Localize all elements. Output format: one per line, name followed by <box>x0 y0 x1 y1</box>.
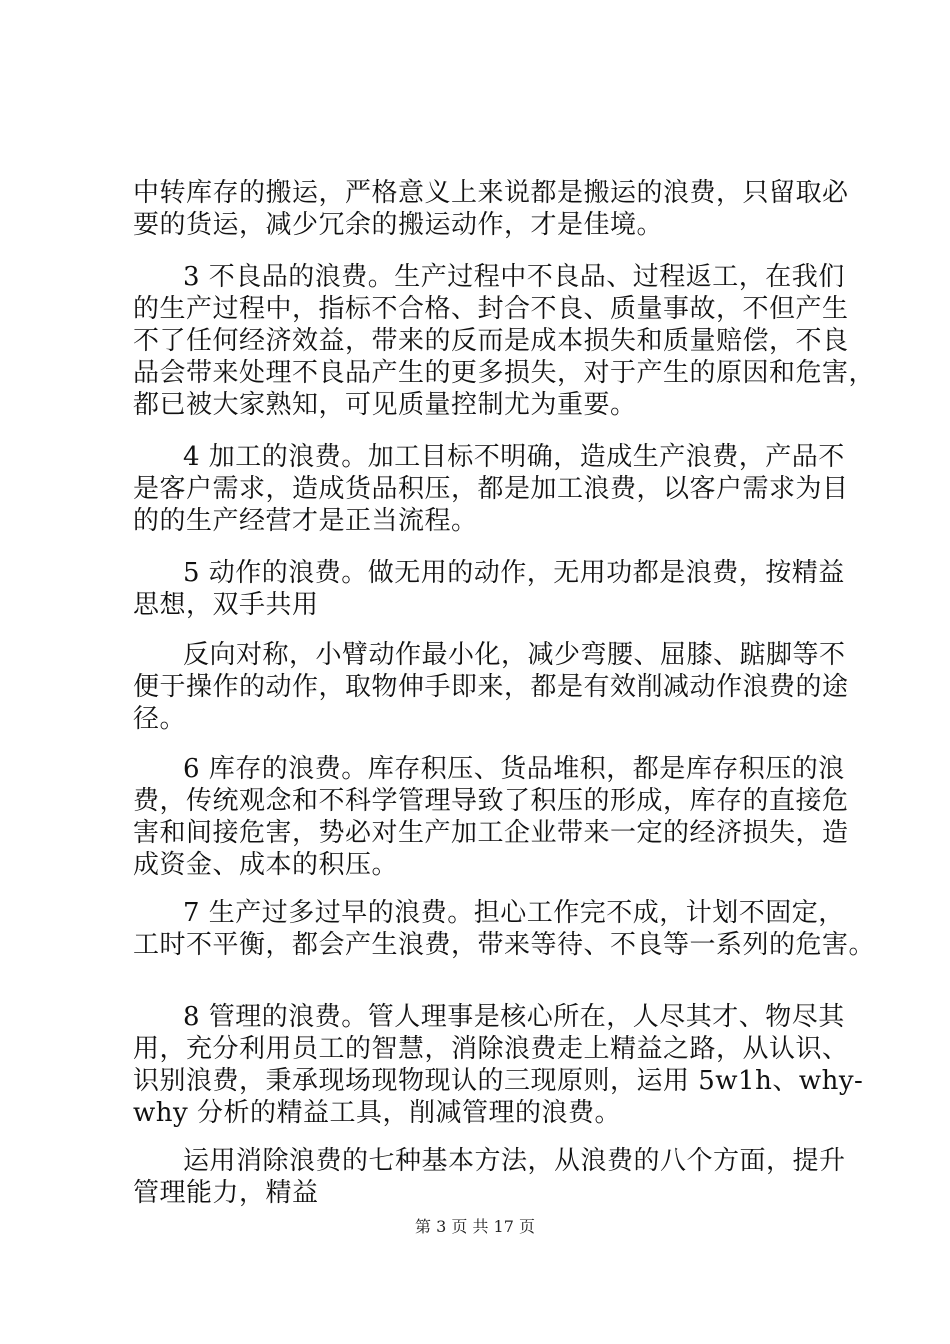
text-line: 是客户需求，造成货品积压，都是加工浪费，以客户需求为目 <box>133 474 849 504</box>
text-line: 识别浪费，秉承现场现物现认的三现原则，运用 5w1h、why- <box>133 1066 864 1096</box>
text-line: 运用消除浪费的七种基本方法，从浪费的八个方面，提升 <box>183 1146 846 1176</box>
text-line: 便于操作的动作，取物伸手即来，都是有效削减动作浪费的途 <box>133 672 849 702</box>
text-line: 都已被大家熟知，可见质量控制尤为重要。 <box>133 390 637 420</box>
text-line: why 分析的精益工具，削减管理的浪费。 <box>133 1098 621 1128</box>
text-line: 的的生产经营才是正当流程。 <box>133 506 478 536</box>
text-line: 费，传统观念和不科学管理导致了积压的形成，库存的直接危 <box>133 786 849 816</box>
text-line: 要的货运，减少冗余的搬运动作，才是佳境。 <box>133 210 664 240</box>
text-line: 径。 <box>133 704 187 734</box>
text-line: 思想，双手共用 <box>133 590 319 620</box>
text-line: 品会带来处理不良品产生的更多损失，对于产生的原因和危害， <box>133 358 876 388</box>
text-line: 6 库存的浪费。库存积压、货品堆积，都是库存积压的浪 <box>183 754 845 784</box>
text-line: 成资金、成本的积压。 <box>133 850 399 880</box>
text-line: 的生产过程中，指标不合格、封合不良、质量事故，不但产生 <box>133 294 849 324</box>
page-number-footer: 第 3 页 共 17 页 <box>415 1217 535 1236</box>
text-line: 7 生产过多过早的浪费。担心工作完不成，计划不固定， <box>183 898 845 928</box>
text-line: 工时不平衡，都会产生浪费，带来等待、不良等一系列的危害。 <box>133 930 876 960</box>
text-line: 3 不良品的浪费。生产过程中不良品、过程返工，在我们 <box>183 262 845 292</box>
text-line: 8 管理的浪费。管人理事是核心所在，人尽其才、物尽其 <box>183 1002 845 1032</box>
text-line: 管理能力，精益 <box>133 1178 319 1208</box>
text-line: 4 加工的浪费。加工目标不明确，造成生产浪费，产品不 <box>183 442 845 472</box>
text-line: 不了任何经济效益，带来的反而是成本损失和质量赔偿，不良 <box>133 326 849 356</box>
text-line: 害和间接危害，势必对生产加工企业带来一定的经济损失，造 <box>133 818 849 848</box>
text-line: 5 动作的浪费。做无用的动作，无用功都是浪费，按精益 <box>183 558 845 588</box>
text-line: 反向对称，小臂动作最小化，减少弯腰、屈膝、踮脚等不 <box>183 640 846 670</box>
text-line: 用，充分利用员工的智慧，消除浪费走上精益之路，从认识、 <box>133 1034 849 1064</box>
text-line: 中转库存的搬运，严格意义上来说都是搬运的浪费，只留取必 <box>133 178 849 208</box>
